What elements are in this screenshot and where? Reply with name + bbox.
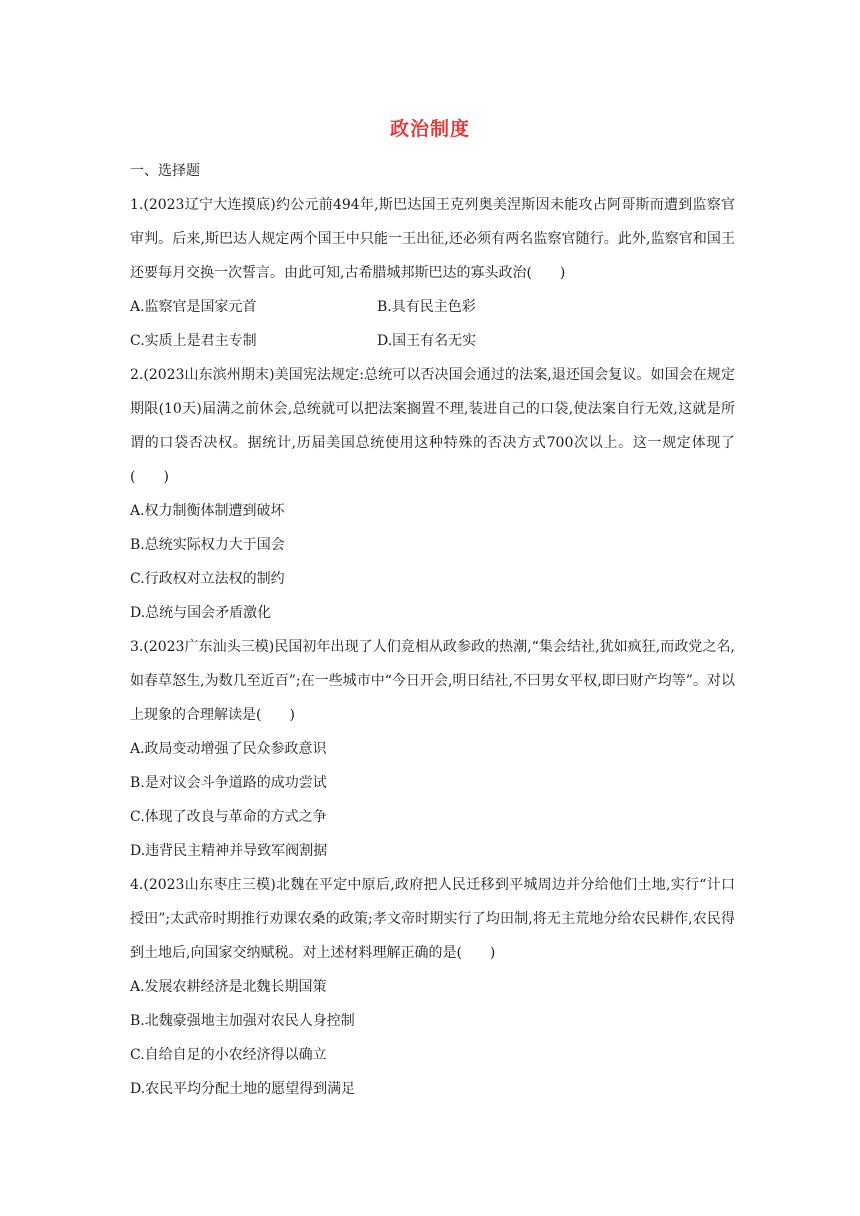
option-b: B.是对议会斗争道路的成功尝试 <box>130 775 327 791</box>
option-c: C.实质上是君主专制 <box>130 333 257 349</box>
question-stem: 4.(2023山东枣庄三模)北魏在平定中原后,政府把人民迁移到平城周边并分给他们土地,实行“计口授田”;太武帝时期推行劝课农桑的政策;孝文帝时期实行了均田制,将无主荒地分给农民耕作,农民得到土地后,向国家交纳赋税。对上述材料理解正确的是( ) <box>130 877 735 961</box>
question-stem: 1.(2023辽宁大连摸底)约公元前494年,斯巴达国王克列奥美涅斯因未能攻占阿哥斯而遭到监察官审判。后来,斯巴达人规定两个国王中只能一王出征,还必须有两名监察官随行。此外,监察官和国王还要每月交换一次誓言。由此可知,古希腊城邦斯巴达的寡头政治( ) <box>130 197 735 281</box>
question-stem: 2.(2023山东滨州期末)美国宪法规定:总统可以否决国会通过的法案,退还国会复议。如国会在规定期限(10天)届满之前休会,总统就可以把法案搁置不理,装进自己的口袋,使法案自行无效,这就是所谓的口袋否决权。据统计,历届美国总统使用这种特殊的否决方式700次以上。这一规定体现了( ) <box>130 367 735 485</box>
option-b: B.北魏豪强地主加强对农民人身控制 <box>130 1013 355 1029</box>
option-c: C.体现了改良与革命的方式之争 <box>130 809 327 825</box>
option-b: B.总统实际权力大于国会 <box>130 537 285 553</box>
question-stem: 3.(2023广东汕头三模)民国初年出现了人们竞相从政参政的热潮,“集会结社,犹如疯狂,而政党之名,如春草怒生,为数几至近百”;在一些城市中“今日开会,明日结社,不曰男女平权,即曰财产均等”。对以上现象的合理解读是( ) <box>130 639 735 723</box>
option-b: B.具有民主色彩 <box>377 299 476 315</box>
question-4 <box>130 868 735 1106</box>
option-d: D.国王有名无实 <box>377 333 477 349</box>
option-a: A.发展农耕经济是北魏长期国策 <box>130 979 327 995</box>
page-title: 政治制度 <box>389 118 470 140</box>
option-d: D.违背民主精神并导致军阀割据 <box>130 843 328 859</box>
question-3 <box>130 630 735 868</box>
document-body <box>130 154 735 1106</box>
question-2 <box>130 358 735 630</box>
option-d: D.农民平均分配土地的愿望得到满足 <box>130 1081 356 1097</box>
option-a: A.政局变动增强了民众参政意识 <box>130 741 327 757</box>
option-c: C.自给自足的小农经济得以确立 <box>130 1047 327 1063</box>
option-a: A.监察官是国家元首 <box>130 299 257 315</box>
option-d: D.总统与国会矛盾激化 <box>130 605 272 621</box>
options-row <box>130 324 735 358</box>
option-a: A.权力制衡体制遭到破坏 <box>130 503 285 519</box>
section-heading: 一、选择题 <box>130 163 200 179</box>
options-row <box>130 290 735 324</box>
option-c: C.行政权对立法权的制约 <box>130 571 285 587</box>
question-1 <box>130 188 735 358</box>
